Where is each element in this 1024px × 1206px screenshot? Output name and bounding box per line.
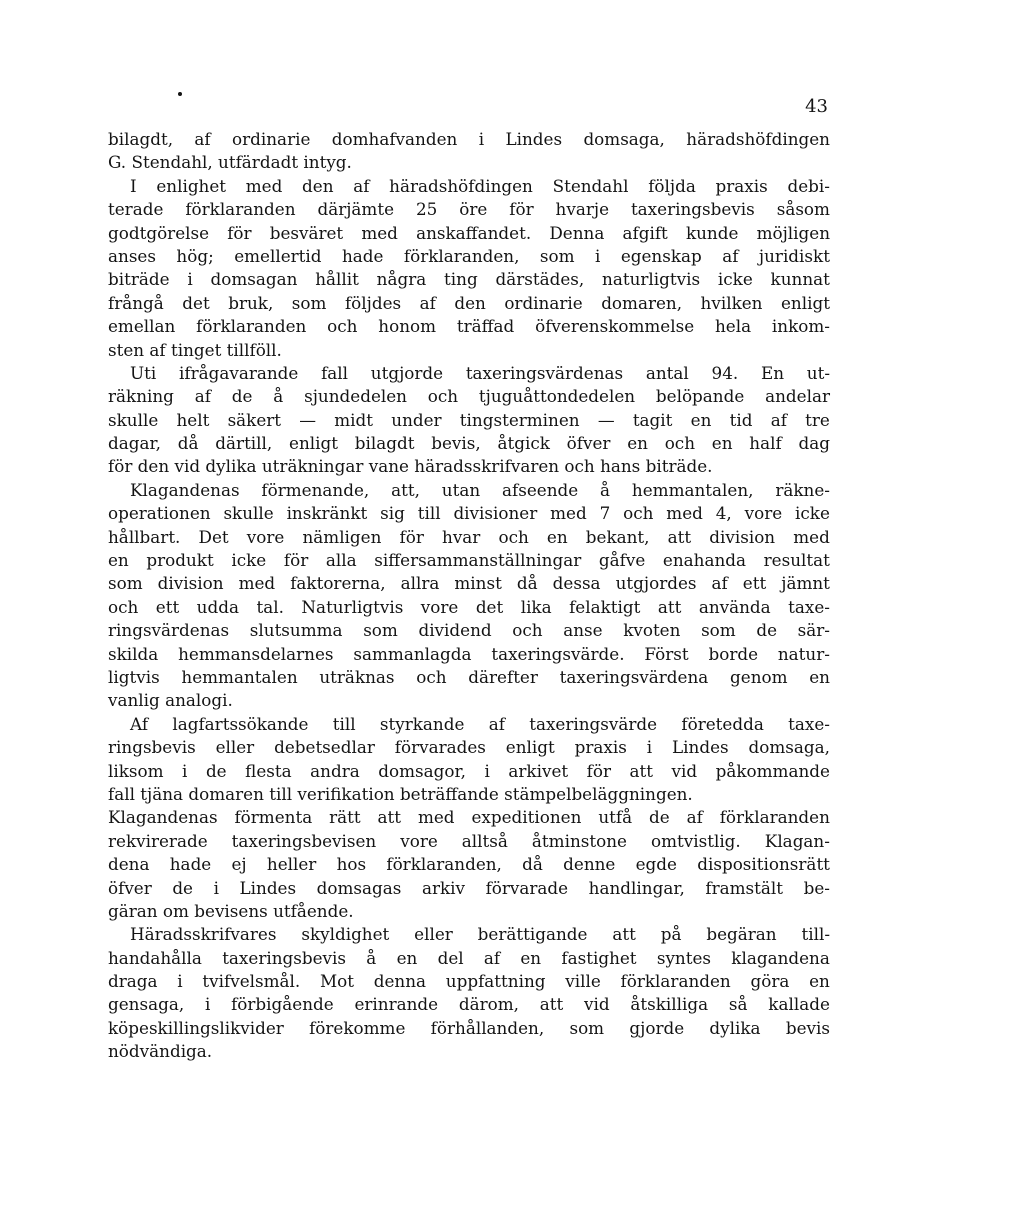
text-line: hållbart. Det vore nämligen för hvar och en bekant, att division med xyxy=(108,526,830,547)
text-line: sten af tinget tillföll. xyxy=(108,339,282,360)
text-line: anses hög; emellertid hade förklaranden, som i egenskap af juridiskt xyxy=(108,245,830,266)
text-line: operationen skulle inskränkt sig till divisioner med 7 och med 4, vore icke xyxy=(108,503,830,524)
text-line: terade förklaranden därjämte 25 öre för hvarje taxeringsbevis såsom xyxy=(108,199,830,220)
text-line: ligtvis hemmantalen uträknas och därefter taxeringsvärdena genom en xyxy=(108,666,830,687)
text-line: frångå det bruk, som följdes af den ordinarie domaren, hvilken enligt xyxy=(108,292,830,313)
text-line: vanlig analogi. xyxy=(108,690,233,711)
text-line: gensaga, i förbigående erinrande därom, att vid åtskilliga så kallade xyxy=(108,994,830,1015)
text-line: skulle helt säkert — midt under tingsterminen — tagit en tid af tre xyxy=(108,409,830,430)
text-line: rekvirerade taxeringsbevisen vore alltså åtminstone omtvistlig. Klagan- xyxy=(108,830,830,851)
margin-mark xyxy=(178,92,182,96)
text-line: dena hade ej heller hos förklaranden, då denne egde dispositionsrätt xyxy=(108,854,830,875)
text-line: Klagandenas förmenande, att, utan afseende å hemmantalen, räkne- xyxy=(130,479,830,500)
text-line: dagar, då därtill, enligt bilagdt bevis, åtgick öfver en och en half dag xyxy=(108,433,830,454)
text-line: gäran om bevisens utfående. xyxy=(108,900,354,921)
text-line: som division med faktorerna, allra minst då dessa utgjordes af ett jämnt xyxy=(108,573,830,594)
text-line: Häradsskrifvares skyldighet eller berättigande att på begäran till- xyxy=(130,924,830,945)
text-line: ringsvärdenas slutsumma som dividend och anse kvoten som de sär- xyxy=(108,620,830,641)
text-line: räkning af de å sjundedelen och tjuguåttondedelen belöpande andelar xyxy=(108,386,830,407)
text-line: fall tjäna domaren till verifikation beträffande stämpelbeläggningen. xyxy=(108,783,693,804)
text-line: godtgörelse för besväret med anskaffandet. Denna afgift kunde möjligen xyxy=(108,222,830,243)
text-line: liksom i de flesta andra domsagor, i arkivet för att vid påkommande xyxy=(108,760,830,781)
text-line: ringsbevis eller debetsedlar förvarades enligt praxis i Lindes domsaga, xyxy=(108,737,830,758)
text-line: G. Stendahl, utfärdadt intyg. xyxy=(108,152,352,173)
text-line: Uti ifrågavarande fall utgjorde taxeringsvärdenas antal 94. En ut- xyxy=(130,362,830,383)
text-line: emellan förklaranden och honom träffad öfverenskommelse hela inkom- xyxy=(108,316,830,337)
text-line: biträde i domsagan hållit några ting därstädes, naturligtvis icke kunnat xyxy=(108,269,830,290)
body-text xyxy=(108,128,830,1064)
text-line: för den vid dylika uträkningar vane häradsskrifvaren och hans biträde. xyxy=(108,456,713,477)
page-number: 43 xyxy=(805,96,828,117)
text-line: I enlighet med den af häradshöfdingen Stendahl följda praxis debi- xyxy=(130,175,830,196)
text-line: öfver de i Lindes domsagas arkiv förvarade handlingar, framstält be- xyxy=(108,877,830,898)
text-line: bilagdt, af ordinarie domhafvanden i Lindes domsaga, häradshöfdingen xyxy=(108,129,830,149)
text-line: köpeskillingslikvider förekomme förhållanden, som gjorde dylika bevis xyxy=(108,1017,830,1038)
text-line: skilda hemmansdelarnes sammanlagda taxeringsvärde. Först borde natur- xyxy=(108,643,830,664)
text-line: Klagandenas förmenta rätt att med expeditionen utfå de af förklaranden xyxy=(108,807,830,828)
text-line: och ett udda tal. Naturligtvis vore det lika felaktigt att använda taxe- xyxy=(108,596,830,617)
text-line: en produkt icke för alla siffersammanställningar gåfve enahanda resultat xyxy=(108,550,830,571)
text-line: handahålla taxeringsbevis å en del af en fastighet syntes klagandena xyxy=(108,947,830,968)
text-line: draga i tvifvelsmål. Mot denna uppfattning ville förklaranden göra en xyxy=(108,971,830,992)
text-line: Af lagfartssökande till styrkande af taxeringsvärde företedda taxe- xyxy=(130,713,830,734)
text-line: nödvändiga. xyxy=(108,1041,213,1062)
